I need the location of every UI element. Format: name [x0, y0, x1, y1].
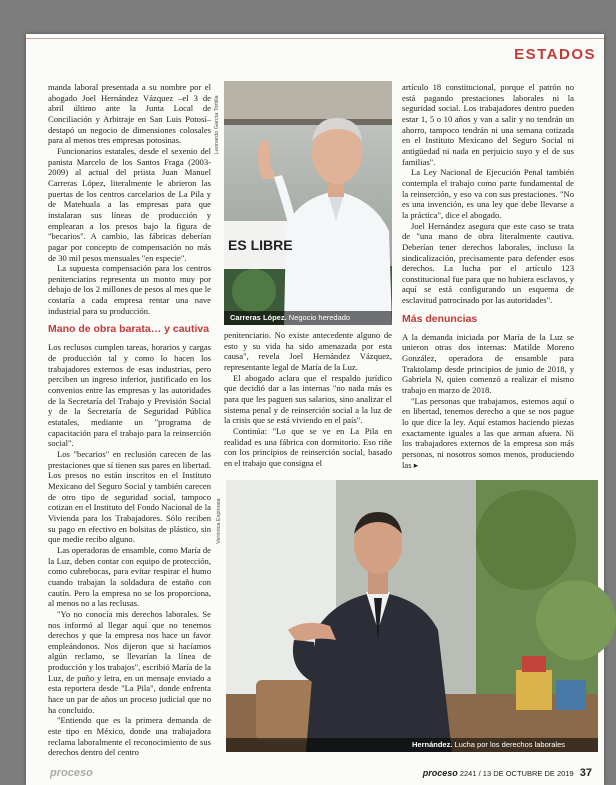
paragraph: penitenciario. No existe antecedente alguno de esto y su vida ha sido amenazada por esta causa", revela Joel Hernández Vázquez, representante legal de María de la Luz. — [224, 330, 392, 372]
caption-name: Hernández. — [412, 740, 453, 749]
issue-info: 2241 / 13 DE OCTUBRE DE 2019 — [459, 769, 574, 778]
subheading: Más denuncias — [402, 312, 478, 325]
photo-credit: Leonardo García Tortilla — [214, 95, 220, 154]
portrait-illustration — [226, 480, 598, 752]
footer-logo: proceso — [50, 767, 93, 779]
paragraph: Los reclusos cumplen tareas, horarios y cargas de producción tal y como lo hacen los trabajadores externos de esas industrias, pero perciben un ingreso inferior, justificado en los convenios entre las empresas y las autoridades de la Secretaría del Trabajo y Previsión Social y de la Secretaría de Seguridad Pública estatales, mediante un "programa de capacitación para el trabajo para la reinserción social". — [48, 342, 211, 449]
caption-text: Negocio heredado — [288, 313, 351, 322]
paragraph: "Entiendo que es la primera demanda de este tipo en México, donde una trabajadora reclama laboralmente el reconocimiento de sus derechos dentro del centro — [48, 715, 211, 758]
paragraph: Los "becarios" en reclusión carecen de las prestaciones que sí tienen sus pares en libertad. Los presos no están inscritos en el Instituto Mexicano del Seguro Social y también carecen de otro tipo de seguridad social, tampoco cotizan en el Instituto del Fondo Nacional de la Vivienda para los Trabajadores. Sólo reciben su pago en efectivo en bolsitas de plástico, sin que medie recibo alguno. — [48, 449, 211, 545]
paragraph: El abogado aclara que el respaldo jurídico que decidió dar a las internas "no nada más es para que les paguen sus salarios, sino analizar el sistema penal y de reinserción social a la luz de la crisis que se está viviendo en el país". — [224, 372, 392, 426]
paragraph: Las operadoras de ensamble, como María de la Luz, deben contar con equipo de protección, como cubrebocas, para evitar respirar el humo cuando trabajan la soldadura de estaño con cautín. Pero la empresa no se los proporciona, al menos no a las reclusas. — [48, 544, 211, 609]
photo-credit: Verónica Espinosa — [216, 498, 222, 544]
magazine-page — [26, 34, 604, 785]
footer-issue — [423, 767, 592, 779]
page-number: 37 — [579, 767, 592, 779]
paragraph: "Yo no conocía mis derechos laborales. Se nos informó al llegar aquí que no tenemos derechos y que la empresa nos hace un favor empleándonos. Nos dijeron que si hacíamos algún reclamo, se llevarían la línea de producción y los trabajos", escribió María de la Luz, de puño y letra, en un mensaje enviado a esta reportera desde "La Pila", donde enfrenta hace un par de años un proceso judicial que no ha concluido. — [48, 608, 211, 715]
paragraph: Continúa: "Lo que se ve en La Pila en realidad es una fábrica con dormitorio. Eso riñe con los principios de reinserción social, basado en el trabajo que consigna el — [224, 425, 392, 468]
photo-caption — [226, 738, 598, 752]
article-column-3 — [402, 82, 574, 470]
paragraph: Joel Hernández asegura que este caso se trata de "una mano de obra literalmente cautiva. Deberían tener derechos laborales, incluso la sindicalización, precisamente para defender esos derechos. La lucha por el artículo 123 constitucional fue para que no hubiera esclavos, y aquí se está configurando un esquema de esclavitud patrocinado por las autoridades". — [402, 220, 574, 306]
caption-text: Lucha por los derechos laborales — [454, 740, 566, 749]
paragraph: "Las personas que trabajamos, estemos aquí o en libertad, tenemos derecho a que se nos pague lo que dice la ley. Aquí estamos haciendo piezas exactamente iguales a las que arman afuera. Ni los trabajadores externos de la empresa son más personas, ni nosotros somos menos, produciendo las ▸ — [402, 395, 574, 470]
footer-brand: proceso — [422, 768, 458, 778]
photo-caption — [224, 311, 392, 325]
caption-name: Carreras López. — [230, 313, 287, 322]
photo-hernandez — [226, 480, 598, 752]
paragraph: La supuesta compensación para los centros penitenciarios representa un monto muy por debajo de los 2 millones de pesos al mes que le costaría a cada empresa rentar una nave industrial para su producción. — [48, 263, 211, 316]
sign-text: ES LIBRE — [228, 237, 293, 253]
header-rule — [26, 38, 604, 39]
paragraph: Funcionarios estatales, desde el sexenio del panista Marcelo de los Santos Fraga (2003-2009) al actual del priista Juan Manuel Carreras López, literalmente le abrieron las puertas de los centros carcelarios de La Pila y de Matehuala a las empresas para que instalaran sus líneas de producción y emplearan a los presos bajo la figura de "becarios". A cambio, las fábricas deberían pagar por concepto de compensación no más de 30 mil pesos mensuales "en especie". — [48, 145, 211, 263]
portrait-illustration — [224, 81, 392, 325]
paragraph: La Ley Nacional de Ejecución Penal también contempla el trabajo como parte fundamental de la reinserción, y eso va con sus prestaciones. "No es una invención, es una ley que debe llevarse a la práctica", dice el abogado. — [402, 167, 574, 220]
paragraph: manda laboral presentada a su nombre por el abogado Joel Hernández Vázquez –el 3 de abril último ante la Junta Local de Conciliación y Arbitraje en San Luis Potosí– destapó un negocio de dimensiones colosales para al menos tres empresas potosinas. — [48, 82, 211, 146]
article-column-2 — [224, 330, 392, 468]
paragraph: A la demanda iniciada por María de la Luz se unieron otras dos internas: Matilde Moreno González, operadora de ensamble para Traktolamp desde principios de junio de 2018, y Gabriela N, quien comenzó a realizar el mismo trabajo en marzo de 2018. — [402, 331, 574, 396]
section-title: ESTADOS — [514, 46, 596, 63]
photo-carreras-lopez — [224, 81, 392, 325]
subheading: Mano de obra barata… y cautiva — [48, 323, 210, 336]
article-column-1 — [48, 82, 211, 764]
paragraph: artículo 18 constitucional, porque el patrón no está pagando prestaciones laborales ni la seguridad social. Los trabajadores dentro pueden estar 1, 5 o 10 años y van a salir y no tendrán un ahorro, tampoco tendrán ni una semana cotizada en el Instituto Mexicano del Seguro Social ni antigüedad ni nada en perjuicio suyo y el de sus familias". — [402, 82, 574, 167]
